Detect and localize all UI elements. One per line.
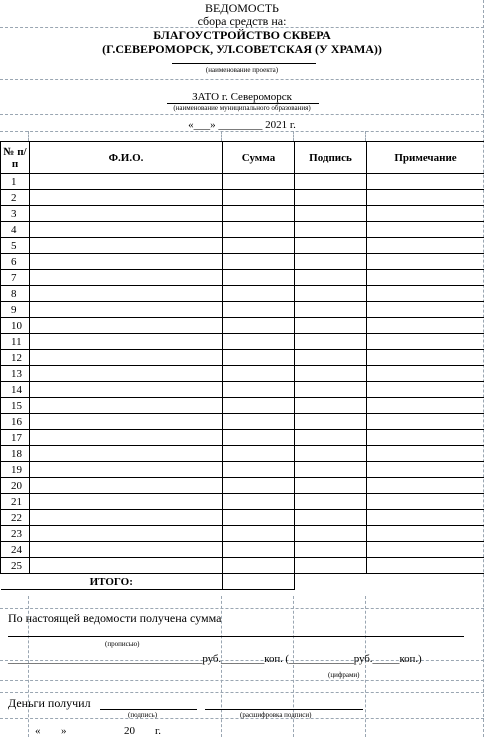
amount-cell[interactable] — [223, 462, 295, 478]
amount-cell[interactable] — [223, 414, 295, 430]
fio-cell[interactable] — [30, 526, 223, 542]
grid-line — [221, 131, 222, 141]
signature-cell[interactable] — [295, 174, 367, 190]
year-suffix: г. — [155, 725, 162, 737]
row-number-cell: 8 — [1, 286, 30, 302]
row-number-cell: 18 — [1, 446, 30, 462]
signature-cell[interactable] — [295, 366, 367, 382]
table-row — [1, 206, 484, 222]
column-header-amount: Сумма — [223, 142, 295, 174]
total-label: ИТОГО: — [1, 574, 223, 590]
signature-cell[interactable] — [295, 462, 367, 478]
in-figures-caption: (цифрами) — [328, 671, 360, 679]
fio-cell[interactable] — [30, 382, 223, 398]
grid-line — [0, 692, 484, 693]
note-cell[interactable] — [367, 510, 484, 526]
note-cell[interactable] — [367, 558, 484, 574]
note-cell[interactable] — [367, 286, 484, 302]
amount-cell[interactable] — [223, 318, 295, 334]
amount-cell[interactable] — [223, 270, 295, 286]
fio-cell[interactable] — [30, 302, 223, 318]
row-number-cell: 24 — [1, 542, 30, 558]
table-row — [1, 238, 484, 254]
signature-cell[interactable] — [295, 478, 367, 494]
grid-line — [0, 131, 484, 132]
year-prefix: 20 — [124, 725, 135, 737]
total-amount-cell[interactable] — [223, 574, 295, 590]
signature-cell[interactable] — [295, 206, 367, 222]
amount-cell[interactable] — [223, 398, 295, 414]
money-received-label: Деньги получил — [8, 696, 91, 710]
amount-cell[interactable] — [223, 190, 295, 206]
project-underline — [172, 63, 316, 64]
fio-cell[interactable] — [30, 430, 223, 446]
amount-cell[interactable] — [223, 350, 295, 366]
table-row — [1, 510, 484, 526]
signature-cell[interactable] — [295, 286, 367, 302]
note-cell[interactable] — [367, 350, 484, 366]
table-row — [1, 542, 484, 558]
signature-cell[interactable] — [295, 222, 367, 238]
note-cell[interactable] — [367, 270, 484, 286]
table-row — [1, 190, 484, 206]
row-number-cell: 14 — [1, 382, 30, 398]
column-header-note: Примечание — [367, 142, 484, 174]
fio-cell[interactable] — [30, 334, 223, 350]
row-number-cell: 19 — [1, 462, 30, 478]
amount-cell[interactable] — [223, 446, 295, 462]
row-number-cell: 9 — [1, 302, 30, 318]
row-number-cell: 5 — [1, 238, 30, 254]
table-row — [1, 254, 484, 270]
table-row — [1, 382, 484, 398]
table-row — [1, 302, 484, 318]
signature-cell[interactable] — [295, 270, 367, 286]
table-row — [1, 350, 484, 366]
signature-cell[interactable] — [295, 382, 367, 398]
total-row — [1, 574, 484, 590]
fio-cell[interactable] — [30, 254, 223, 270]
row-number-cell: 22 — [1, 510, 30, 526]
amount-cell[interactable] — [223, 286, 295, 302]
table-row — [1, 430, 484, 446]
amount-cell[interactable] — [223, 334, 295, 350]
note-cell[interactable] — [367, 430, 484, 446]
signature-cell[interactable] — [295, 238, 367, 254]
table-row — [1, 414, 484, 430]
note-cell[interactable] — [367, 222, 484, 238]
collection-table — [0, 141, 484, 590]
amount-cell[interactable] — [223, 302, 295, 318]
table-row — [1, 446, 484, 462]
table-row — [1, 318, 484, 334]
table-row — [1, 462, 484, 478]
amount-cell[interactable] — [223, 206, 295, 222]
fio-cell[interactable] — [30, 494, 223, 510]
received-text: По настоящей ведомости получена сумма — [8, 611, 222, 625]
note-cell[interactable] — [367, 206, 484, 222]
row-number-cell: 16 — [1, 414, 30, 430]
fio-cell[interactable] — [30, 414, 223, 430]
signature-cell[interactable] — [295, 446, 367, 462]
amount-cell[interactable] — [223, 526, 295, 542]
signature-cell[interactable] — [295, 430, 367, 446]
note-cell[interactable] — [367, 542, 484, 558]
fio-cell[interactable] — [30, 446, 223, 462]
column-header-fio: Ф.И.О. — [30, 142, 223, 174]
amount-cell[interactable] — [223, 254, 295, 270]
table-body — [1, 174, 484, 574]
project-name-line2: (Г.СЕВЕРОМОРСК, УЛ.СОВЕТСКАЯ (У ХРАМА)) — [102, 42, 382, 56]
amount-cell[interactable] — [223, 494, 295, 510]
grid-line — [28, 131, 29, 141]
note-cell[interactable] — [367, 526, 484, 542]
row-number-cell: 12 — [1, 350, 30, 366]
signature-cell[interactable] — [295, 334, 367, 350]
row-number-cell: 13 — [1, 366, 30, 382]
fio-cell[interactable] — [30, 478, 223, 494]
note-cell[interactable] — [367, 238, 484, 254]
document-subtitle: сбора средств на: — [197, 14, 287, 28]
row-number-cell: 10 — [1, 318, 30, 334]
signature-cell[interactable] — [295, 254, 367, 270]
note-cell[interactable] — [367, 174, 484, 190]
amount-cell[interactable] — [223, 238, 295, 254]
amount-cell[interactable] — [223, 366, 295, 382]
grid-line — [0, 79, 484, 80]
fio-cell[interactable] — [30, 270, 223, 286]
fio-cell[interactable] — [30, 174, 223, 190]
table-row — [1, 558, 484, 574]
row-number-cell: 1 — [1, 174, 30, 190]
fio-cell[interactable] — [30, 542, 223, 558]
signature-cell[interactable] — [295, 190, 367, 206]
note-cell[interactable] — [367, 478, 484, 494]
note-cell[interactable] — [367, 318, 484, 334]
amount-cell[interactable] — [223, 478, 295, 494]
fio-cell[interactable] — [30, 558, 223, 574]
fio-cell[interactable] — [30, 350, 223, 366]
in-words-caption: (прописью) — [105, 640, 140, 648]
table-row — [1, 478, 484, 494]
fio-cell[interactable] — [30, 286, 223, 302]
column-header-signature: Подпись — [295, 142, 367, 174]
decoding-caption: (расшифровка подписи) — [240, 711, 312, 719]
fio-cell[interactable] — [30, 222, 223, 238]
row-number-cell: 20 — [1, 478, 30, 494]
note-cell[interactable] — [367, 254, 484, 270]
table-row — [1, 398, 484, 414]
table-row — [1, 494, 484, 510]
row-number-cell: 7 — [1, 270, 30, 286]
grid-line — [0, 114, 484, 115]
in-words-line — [8, 636, 464, 637]
table-row — [1, 222, 484, 238]
signature-cell[interactable] — [295, 318, 367, 334]
signature-cell[interactable] — [295, 350, 367, 366]
grid-line — [293, 131, 294, 141]
project-name-line1: БЛАГОУСТРОЙСТВО СКВЕРА — [153, 28, 331, 42]
row-number-cell: 4 — [1, 222, 30, 238]
grid-line — [365, 596, 366, 737]
signature-cell[interactable] — [295, 414, 367, 430]
signature-cell[interactable] — [295, 542, 367, 558]
row-number-cell: 2 — [1, 190, 30, 206]
signature-cell[interactable] — [295, 526, 367, 542]
row-number-cell: 15 — [1, 398, 30, 414]
note-cell[interactable] — [367, 494, 484, 510]
signature-cell[interactable] — [295, 398, 367, 414]
amount-cell[interactable] — [223, 382, 295, 398]
note-cell[interactable] — [367, 334, 484, 350]
amount-cell[interactable] — [223, 430, 295, 446]
signature-cell[interactable] — [295, 558, 367, 574]
date-close-quote: » — [61, 725, 67, 737]
note-cell[interactable] — [367, 446, 484, 462]
date-line: «___» ________ 2021 г. — [188, 119, 296, 131]
row-number-cell: 17 — [1, 430, 30, 446]
municipality-caption: (наименование муниципального образования) — [173, 104, 311, 112]
decoding-line — [205, 709, 363, 710]
amount-cell[interactable] — [223, 510, 295, 526]
amount-cell[interactable] — [223, 222, 295, 238]
project-caption: (наименование проекта) — [205, 66, 279, 74]
amount-cell[interactable] — [223, 174, 295, 190]
fio-cell[interactable] — [30, 190, 223, 206]
table-row — [1, 270, 484, 286]
row-number-cell: 23 — [1, 526, 30, 542]
fio-cell[interactable] — [30, 398, 223, 414]
grid-line — [0, 680, 484, 681]
municipality-name: ЗАТО г. Североморск — [192, 91, 292, 103]
table-row — [1, 174, 484, 190]
signature-cell[interactable] — [295, 302, 367, 318]
table-row — [1, 334, 484, 350]
amount-cell[interactable] — [223, 542, 295, 558]
table-row — [1, 526, 484, 542]
signature-line — [100, 709, 197, 710]
fio-cell[interactable] — [30, 318, 223, 334]
date-open-quote: « — [35, 725, 41, 737]
signature-caption: (подпись) — [128, 711, 158, 719]
note-cell[interactable] — [367, 382, 484, 398]
fio-cell[interactable] — [30, 510, 223, 526]
fio-cell[interactable] — [30, 206, 223, 222]
note-cell[interactable] — [367, 462, 484, 478]
row-number-cell: 21 — [1, 494, 30, 510]
fio-cell[interactable] — [30, 462, 223, 478]
note-cell[interactable] — [367, 398, 484, 414]
note-cell[interactable] — [367, 366, 484, 382]
row-number-cell: 3 — [1, 206, 30, 222]
note-cell[interactable] — [367, 302, 484, 318]
grid-line — [0, 608, 484, 609]
note-cell[interactable] — [367, 414, 484, 430]
row-number-cell: 25 — [1, 558, 30, 574]
table-row — [1, 366, 484, 382]
row-number-cell: 11 — [1, 334, 30, 350]
signature-cell[interactable] — [295, 510, 367, 526]
amount-cell[interactable] — [223, 558, 295, 574]
signature-cell[interactable] — [295, 494, 367, 510]
column-header-number: № п/п — [1, 142, 30, 174]
table-header-row — [1, 142, 484, 174]
document-title: ВЕДОМОСТЬ — [205, 1, 279, 15]
fio-cell[interactable] — [30, 366, 223, 382]
fio-cell[interactable] — [30, 238, 223, 254]
table-row — [1, 286, 484, 302]
amount-line: ____________________________________руб.________коп. (____________руб._____коп.) — [8, 653, 422, 665]
note-cell[interactable] — [367, 190, 484, 206]
grid-line — [365, 131, 366, 141]
row-number-cell: 6 — [1, 254, 30, 270]
